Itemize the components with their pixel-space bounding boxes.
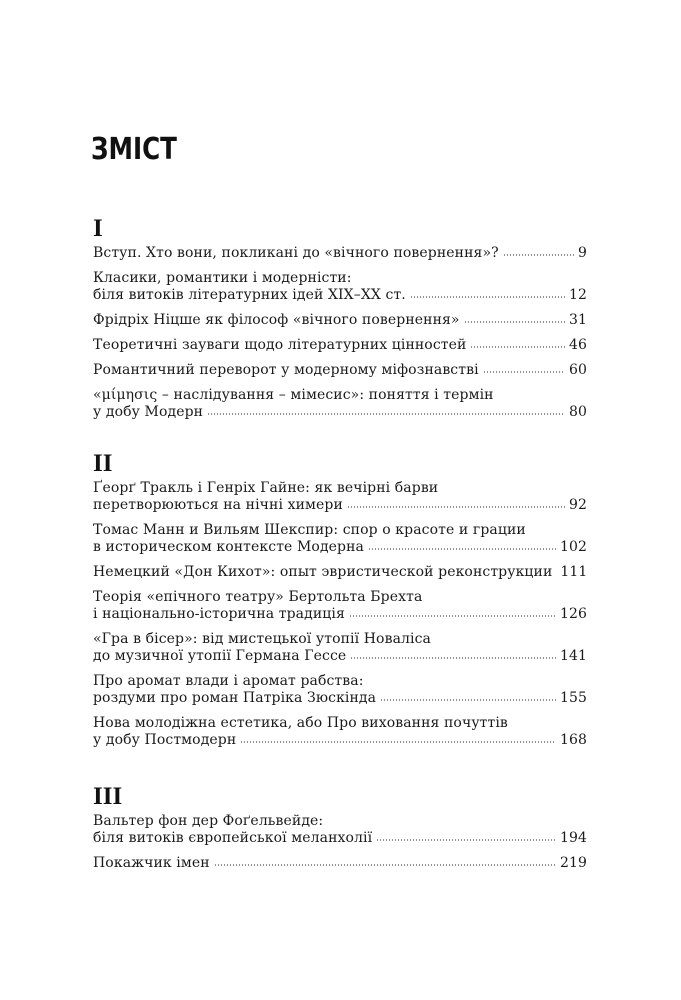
toc-entry-line xyxy=(93,287,587,304)
toc-page-number: 9 xyxy=(577,245,587,261)
toc-entry[interactable] xyxy=(93,715,587,749)
toc-page-number: 31 xyxy=(568,312,587,328)
dot-leader xyxy=(464,321,565,323)
toc-page-number: 12 xyxy=(568,287,587,303)
toc-entry-title: у добу Постмодерн xyxy=(93,732,237,748)
toc-entry-line xyxy=(93,497,587,514)
toc-entry[interactable] xyxy=(93,245,587,262)
toc-section-1 xyxy=(93,216,587,429)
toc-entry[interactable] xyxy=(93,631,587,665)
toc-page-number: 60 xyxy=(568,362,587,378)
toc-entry-title: перетворюються на нічні химери xyxy=(93,497,343,513)
dot-leader xyxy=(240,741,556,743)
dot-leader xyxy=(350,657,556,659)
toc-entry-line xyxy=(93,522,587,539)
toc-entry-line xyxy=(93,830,587,847)
toc-entry[interactable] xyxy=(93,522,587,556)
toc-page-number: 46 xyxy=(568,337,587,353)
toc-entry[interactable] xyxy=(93,362,587,379)
toc-page-number: 102 xyxy=(559,539,587,555)
dot-leader xyxy=(483,371,565,373)
toc-entry[interactable] xyxy=(93,337,587,354)
toc-entry-line xyxy=(93,539,587,556)
toc-entry-title: до музичної утопії Германа Гессе xyxy=(93,648,347,664)
dot-leader xyxy=(376,839,556,841)
toc-entry[interactable] xyxy=(93,312,587,329)
toc-entry-line xyxy=(93,564,587,581)
toc-entry-title: Ґеорґ Тракль і Генріх Гайне: як вечірні барви xyxy=(93,480,439,496)
toc-page-number: 194 xyxy=(559,830,587,846)
dot-leader xyxy=(380,699,556,701)
toc-entry-title: Немецкий «Дон Кихот»: опыт эвристической реконструкции xyxy=(93,564,553,580)
toc-entry-title: Вальтер фон дер Фоґельвейде: xyxy=(93,813,324,829)
toc-section-3 xyxy=(93,784,587,880)
toc-entry-line xyxy=(93,270,587,287)
toc-entry-title: в историческом контексте Модерна xyxy=(93,539,364,555)
toc-entry-line xyxy=(93,855,587,872)
toc-entry-line xyxy=(93,732,587,749)
toc-entry[interactable] xyxy=(93,480,587,514)
dot-leader xyxy=(470,346,565,348)
toc-entry[interactable] xyxy=(93,387,587,421)
dot-leader xyxy=(410,296,565,298)
toc-entry[interactable] xyxy=(93,589,587,623)
toc-entry[interactable] xyxy=(93,813,587,847)
toc-entry-title: біля витоків літературних ідей XIX–XX ст. xyxy=(93,287,406,303)
dot-leader xyxy=(214,864,556,866)
toc-entry-title: Теорія «епічного театру» Бертольта Брехта xyxy=(93,589,423,605)
toc-entry-title: Теоретичні зауваги щодо літературних цінностей xyxy=(93,337,467,353)
toc-entry-line xyxy=(93,337,587,354)
toc-page-number: 168 xyxy=(559,732,587,748)
section-heading: III xyxy=(93,783,123,810)
toc-entry-line xyxy=(93,245,587,262)
toc-page-number: 155 xyxy=(559,690,587,706)
toc-entry-line xyxy=(93,631,587,648)
toc-entry-title: Фрідріх Ніцше як філософ «вічного повернення» xyxy=(93,312,460,328)
toc-entry-line xyxy=(93,404,587,421)
toc-entry-line xyxy=(93,589,587,606)
toc-entry[interactable] xyxy=(93,673,587,707)
toc-entry-line xyxy=(93,715,587,732)
toc-entry-line xyxy=(93,312,587,329)
toc-entry-title: Вступ. Хто вони, покликані до «вічного повернення»? xyxy=(93,245,499,261)
dot-leader xyxy=(349,615,556,617)
toc-page-number: 126 xyxy=(559,606,587,622)
toc-entry-line xyxy=(93,387,587,404)
dot-leader xyxy=(368,548,556,550)
toc-entry-title: «Гра в бісер»: від мистецької утопії Новаліса xyxy=(93,631,431,647)
dot-leader xyxy=(347,506,565,508)
toc-entry-title: «μίμησις – наслідування – мімесис»: поняття і термін xyxy=(93,387,494,403)
toc-page-number: 92 xyxy=(568,497,587,513)
toc-entry-title: Томас Манн и Вильям Шекспир: спор о красоте и грации xyxy=(93,522,526,538)
toc-entry-title: Нова молодіжна естетика, або Про виховання почуттів xyxy=(93,715,508,731)
toc-entry-title: роздуми про роман Патріка Зюскінда xyxy=(93,690,377,706)
toc-entry[interactable] xyxy=(93,270,587,304)
dot-leader xyxy=(207,413,565,415)
toc-entry-line xyxy=(93,648,587,665)
toc-entry-line xyxy=(93,673,587,690)
toc-entry-title: у добу Модерн xyxy=(93,404,204,420)
toc-entry-title: Покажчик імен xyxy=(93,855,210,871)
toc-entry-line xyxy=(93,480,587,497)
toc-section-2 xyxy=(93,451,587,757)
toc-entry-title: біля витоків європейської меланхолії xyxy=(93,830,373,846)
toc-page-number: 219 xyxy=(559,855,587,871)
toc-page-number: 80 xyxy=(568,404,587,420)
toc-page-number: 141 xyxy=(559,648,587,664)
toc-entry-line xyxy=(93,362,587,379)
toc-entry-title: Романтичний переворот у модерному міфознавстві xyxy=(93,362,479,378)
toc-entry-line xyxy=(93,690,587,707)
section-heading: II xyxy=(93,450,113,477)
toc-entry-line xyxy=(93,813,587,830)
toc-entry-title: і національно-історична традиція xyxy=(93,606,345,622)
toc-entry[interactable] xyxy=(93,564,587,581)
dot-leader xyxy=(503,254,574,256)
section-heading: I xyxy=(93,215,103,242)
toc-entry-title: Про аромат влади і аромат рабства: xyxy=(93,673,364,689)
page-title: ЗМІСТ xyxy=(91,132,177,167)
toc-entry[interactable] xyxy=(93,855,587,872)
toc-page-number: 111 xyxy=(560,564,588,580)
toc-entry-title: Класики, романтики і модерністи: xyxy=(93,270,352,286)
toc-entry-line xyxy=(93,606,587,623)
